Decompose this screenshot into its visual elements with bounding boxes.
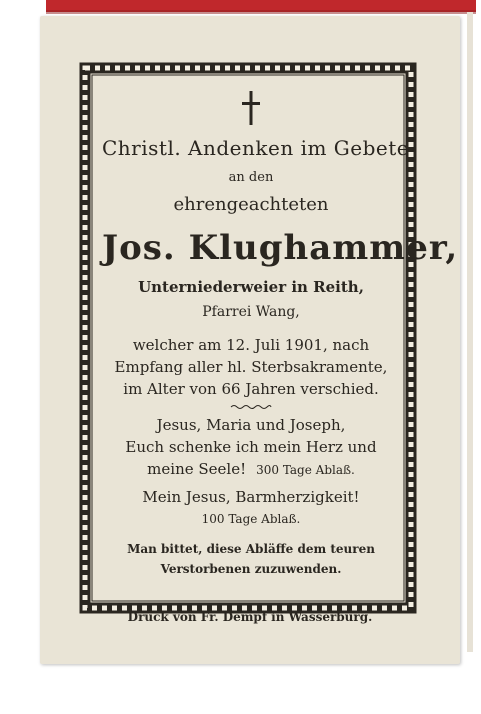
ablass-100: 100 Tage Ablaß. (201, 512, 301, 526)
request-line-2: Verstorbenen zuzuwenden. (160, 562, 342, 576)
prayer-line-3-text: meine Seele! (147, 460, 247, 478)
heading: Christl. Andenken im Gebete (102, 136, 410, 160)
prayer-line-3 (102, 460, 400, 478)
prayer-line-2: Euch schenke ich mein Herz und (125, 438, 377, 456)
prayer-line-1: Jesus, Maria und Joseph, (156, 416, 346, 434)
age-line: im Alter von 66 Jahren verschied. (123, 380, 379, 398)
jesus-prayer: Mein Jesus, Barmherzigkeit! (142, 488, 360, 506)
red-strip-shadow (46, 10, 476, 14)
ablass-300: 300 Tage Ablaß. (256, 463, 355, 477)
cross-icon (241, 90, 261, 126)
deceased-name: Jos. Klughammer, (102, 228, 459, 268)
residence-line: Unterniederweier in Reith, (138, 278, 364, 296)
parish-line: Pfarrei Wang, (202, 304, 300, 320)
squiggle-divider (230, 404, 272, 410)
honorific-text: ehrengeachteten (173, 194, 329, 215)
card-text (102, 82, 459, 592)
card-edge (467, 12, 473, 652)
death-date-line: welcher am 12. Juli 1901, nach (132, 336, 370, 354)
printer-imprint: Druck von Fr. Dempf in Wasserburg. (127, 610, 373, 624)
an-den-text: an den (228, 170, 274, 185)
request-line-1: Man bittet, diese Abläffe dem teuren (127, 542, 375, 556)
sacraments-line: Empfang aller hl. Sterbsakramente, (114, 358, 388, 376)
memorial-card (40, 16, 460, 664)
